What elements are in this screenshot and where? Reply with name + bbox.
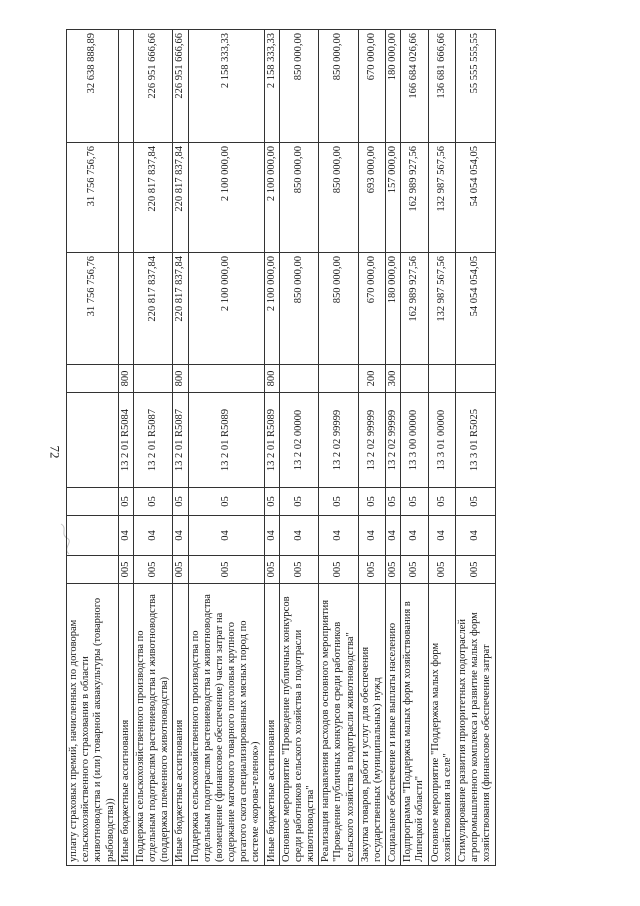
table-row [386, 30, 401, 866]
expense-type-cell [188, 365, 264, 393]
sum-1-cell: 180 000,00 [386, 253, 401, 365]
sum-3-cell: 180 000,00 [386, 30, 401, 143]
target-article-cell: 13 2 02 99999 [358, 393, 385, 488]
section-code-cell: 04 [133, 516, 173, 556]
section-code-cell: 04 [264, 516, 279, 556]
row-name-cell: Закупка товаров, работ и услуг для обеспечения государственных (муниципальных) нужд [358, 584, 385, 866]
table-row [455, 30, 495, 866]
sum-2-cell: 31 756 756,76 [67, 143, 119, 253]
section-code-cell: 04 [319, 516, 359, 556]
sum-1-cell: 850 000,00 [279, 253, 319, 365]
section-code-cell: 04 [401, 516, 428, 556]
table-row [188, 30, 264, 866]
row-name-cell: Поддержка сельскохозяйственного производства по отдельным подотраслям растениеводства и животноводства (поддержка племенного животноводства) [133, 584, 173, 866]
sum-3-cell: 32 638 888,89 [67, 30, 119, 143]
table-row [264, 30, 279, 866]
sum-2-cell: 157 000,00 [386, 143, 401, 253]
sum-1-cell: 132 987 567,56 [428, 253, 455, 365]
ministry-code-cell: 005 [118, 556, 133, 584]
expense-type-cell: 200 [358, 365, 385, 393]
target-article-cell: 13 2 02 00000 [279, 393, 319, 488]
sum-1-cell: 670 000,00 [358, 253, 385, 365]
subsection-code-cell: 05 [188, 488, 264, 516]
sum-1-cell [118, 253, 133, 365]
sum-2-cell: 2 100 000,00 [188, 143, 264, 253]
row-name-cell: Иные бюджетные ассигнования [264, 584, 279, 866]
sum-1-cell: 2 100 000,00 [264, 253, 279, 365]
sum-3-cell: 226 951 666,66 [173, 30, 188, 143]
section-code-cell: 04 [358, 516, 385, 556]
sum-1-cell: 54 054 054,05 [455, 253, 495, 365]
table-row [279, 30, 319, 866]
sum-3-cell: 226 951 666,66 [133, 30, 173, 143]
section-code-cell [67, 516, 119, 556]
row-name-cell: Основное мероприятие "Поддержка малых форм хозяйствования на селе" [428, 584, 455, 866]
table-row [133, 30, 173, 866]
subsection-code-cell [67, 488, 119, 516]
ministry-code-cell: 005 [133, 556, 173, 584]
subsection-code-cell: 05 [118, 488, 133, 516]
target-article-cell: 13 3 01 R5025 [455, 393, 495, 488]
row-name-cell: уплату страховых премий, начисленных по договорам сельскохозяйственного страхования в области животноводства и (или) товарной аквакультуры (товарного рыбоводства)) [67, 584, 119, 866]
subsection-code-cell: 05 [173, 488, 188, 516]
section-code-cell: 04 [118, 516, 133, 556]
expense-type-cell [319, 365, 359, 393]
sum-2-cell: 850 000,00 [319, 143, 359, 253]
sum-2-cell: 162 989 927,56 [401, 143, 428, 253]
ministry-code-cell: 005 [279, 556, 319, 584]
ministry-code-cell [67, 556, 119, 584]
expense-type-cell [455, 365, 495, 393]
sum-1-cell: 220 817 837,84 [173, 253, 188, 365]
sum-2-cell: 132 987 567,56 [428, 143, 455, 253]
table-row [401, 30, 428, 866]
budget-table [66, 29, 496, 866]
ministry-code-cell: 005 [428, 556, 455, 584]
sum-2-cell: 2 100 000,00 [264, 143, 279, 253]
sum-1-cell: 220 817 837,84 [133, 253, 173, 365]
sum-3-cell: 850 000,00 [279, 30, 319, 143]
target-article-cell: 13 2 02 99999 [386, 393, 401, 488]
expense-type-cell [428, 365, 455, 393]
sum-2-cell [118, 143, 133, 253]
page-number: 72 [47, 445, 63, 459]
row-name-cell: Подпрограмма "Поддержка малых форм хозяйствования в Липецкой области" [401, 584, 428, 866]
sum-2-cell: 220 817 837,84 [133, 143, 173, 253]
table-row [67, 30, 119, 866]
table-row [118, 30, 133, 866]
sum-2-cell: 54 054 054,05 [455, 143, 495, 253]
section-code-cell: 04 [188, 516, 264, 556]
sum-3-cell: 166 684 026,66 [401, 30, 428, 143]
row-name-cell: Иные бюджетные ассигнования [173, 584, 188, 866]
table-row [173, 30, 188, 866]
ministry-code-cell: 005 [264, 556, 279, 584]
subsection-code-cell: 05 [319, 488, 359, 516]
subsection-code-cell: 05 [358, 488, 385, 516]
sum-3-cell: 136 681 666,66 [428, 30, 455, 143]
row-name-cell: Иные бюджетные ассигнования [118, 584, 133, 866]
sum-2-cell: 693 000,00 [358, 143, 385, 253]
ministry-code-cell: 005 [173, 556, 188, 584]
target-article-cell: 13 2 01 R5089 [188, 393, 264, 488]
table-row [319, 30, 359, 866]
target-article-cell [67, 393, 119, 488]
target-article-cell: 13 2 02 99999 [319, 393, 359, 488]
target-article-cell: 13 2 01 R5087 [133, 393, 173, 488]
subsection-code-cell: 05 [133, 488, 173, 516]
expense-type-cell: 800 [118, 365, 133, 393]
table-row [428, 30, 455, 866]
ministry-code-cell: 005 [455, 556, 495, 584]
expense-type-cell [401, 365, 428, 393]
row-name-cell: Поддержка сельскохозяйственного производства по отдельным подотраслям растениеводства и животноводства (возмещение (финансовое обеспечение) части затрат на содержание маточного товарного поголовья крупного рогатого скота специализированных мясных пород по системе «корова-теленок») [188, 584, 264, 866]
sum-3-cell [118, 30, 133, 143]
sum-1-cell: 850 000,00 [319, 253, 359, 365]
sum-2-cell: 850 000,00 [279, 143, 319, 253]
sum-1-cell: 2 100 000,00 [188, 253, 264, 365]
target-article-cell: 13 2 01 R5084 [118, 393, 133, 488]
subsection-code-cell: 05 [264, 488, 279, 516]
sum-3-cell: 670 000,00 [358, 30, 385, 143]
section-code-cell: 04 [386, 516, 401, 556]
ministry-code-cell: 005 [358, 556, 385, 584]
table-row [358, 30, 385, 866]
section-code-cell: 04 [455, 516, 495, 556]
subsection-code-cell: 05 [279, 488, 319, 516]
subsection-code-cell: 05 [386, 488, 401, 516]
expense-type-cell: 800 [264, 365, 279, 393]
target-article-cell: 13 3 01 00000 [428, 393, 455, 488]
sum-3-cell: 2 158 333,33 [264, 30, 279, 143]
ministry-code-cell: 005 [386, 556, 401, 584]
sum-2-cell: 220 817 837,84 [173, 143, 188, 253]
target-article-cell: 13 3 00 00000 [401, 393, 428, 488]
row-name-cell: Реализация направления расходов основного мероприятия "Проведение публичных конкурсов среди работников сельского хозяйства в подотрасли животноводства" [319, 584, 359, 866]
expense-type-cell: 800 [173, 365, 188, 393]
sum-1-cell: 162 989 927,56 [401, 253, 428, 365]
target-article-cell: 13 2 01 R5087 [173, 393, 188, 488]
subsection-code-cell: 05 [428, 488, 455, 516]
subsection-code-cell: 05 [455, 488, 495, 516]
ministry-code-cell: 005 [319, 556, 359, 584]
row-name-cell: Стимулирование развития приоритетных подотраслей агропромышленного комплекса и развитие малых форм хозяйствования (финансовое обеспечение затрат [455, 584, 495, 866]
sum-1-cell: 31 756 756,76 [67, 253, 119, 365]
row-name-cell: Социальное обеспечение и иные выплаты населению [386, 584, 401, 866]
ministry-code-cell: 005 [188, 556, 264, 584]
budget-table-rotated [66, 30, 596, 866]
section-code-cell: 04 [279, 516, 319, 556]
section-code-cell: 04 [173, 516, 188, 556]
expense-type-cell [133, 365, 173, 393]
section-code-cell: 04 [428, 516, 455, 556]
subsection-code-cell: 05 [401, 488, 428, 516]
sum-3-cell: 2 158 333,33 [188, 30, 264, 143]
ministry-code-cell: 005 [401, 556, 428, 584]
expense-type-cell [67, 365, 119, 393]
expense-type-cell [279, 365, 319, 393]
expense-type-cell: 300 [386, 365, 401, 393]
target-article-cell: 13 2 01 R5089 [264, 393, 279, 488]
sum-3-cell: 850 000,00 [319, 30, 359, 143]
sum-3-cell: 55 555 555,55 [455, 30, 495, 143]
row-name-cell: Основное мероприятие "Проведение публичных конкурсов среди работников сельского хозяйства в подотрасли животноводства" [279, 584, 319, 866]
